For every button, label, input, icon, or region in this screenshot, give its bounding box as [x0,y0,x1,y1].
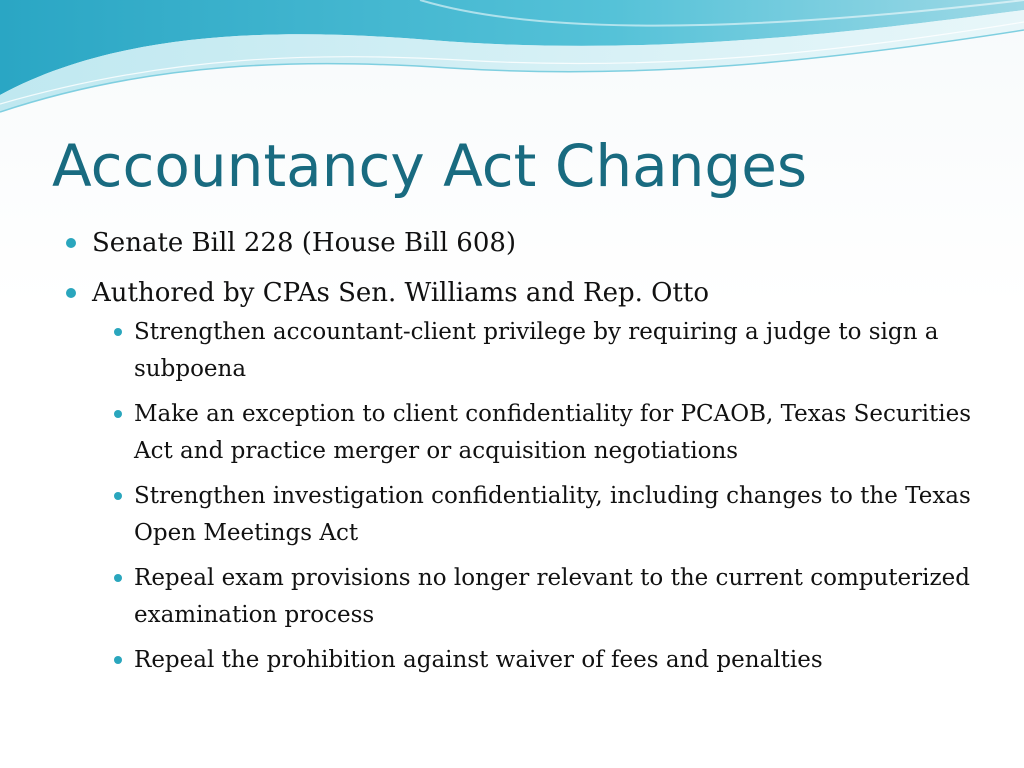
bullet-dot-icon [114,574,122,582]
bullet-text: Senate Bill 228 (House Bill 608) [92,228,517,258]
sub-bullet-text: Strengthen investigation confidentiality, including changes to the Texas Open Meetings Act [134,483,971,546]
sub-bullet-item [92,314,980,388]
sub-bullet-text: Strengthen accountant-client privilege by requiring a judge to sign a subpoena [134,319,939,382]
bullet-list [60,224,980,679]
bullet-dot-icon [114,410,122,418]
sub-bullet-item [92,396,980,470]
sub-bullet-text: Make an exception to client confidentiality for PCAOB, Texas Securities Act and practice merger or acquisition negotiations [134,401,972,464]
slide-title: Accountancy Act Changes [52,132,808,200]
bullet-item [60,274,980,679]
bullet-dot-icon [114,492,122,500]
header-wave-decoration [0,0,1024,130]
bullet-dot-icon [114,656,122,664]
sub-bullet-item [92,560,980,634]
sub-bullet-item [92,642,980,679]
sub-bullet-text: Repeal exam provisions no longer relevant to the current computerized examination process [134,565,970,628]
sub-bullet-text: Repeal the prohibition against waiver of fees and penalties [134,647,823,673]
bullet-dot-icon [66,238,76,248]
slide-body [60,224,980,691]
sub-bullet-list [92,314,980,679]
sub-bullet-item [92,478,980,552]
bullet-item [60,224,980,262]
bullet-dot-icon [114,328,122,336]
bullet-text: Authored by CPAs Sen. Williams and Rep. Otto [92,278,709,308]
bullet-dot-icon [66,288,76,298]
